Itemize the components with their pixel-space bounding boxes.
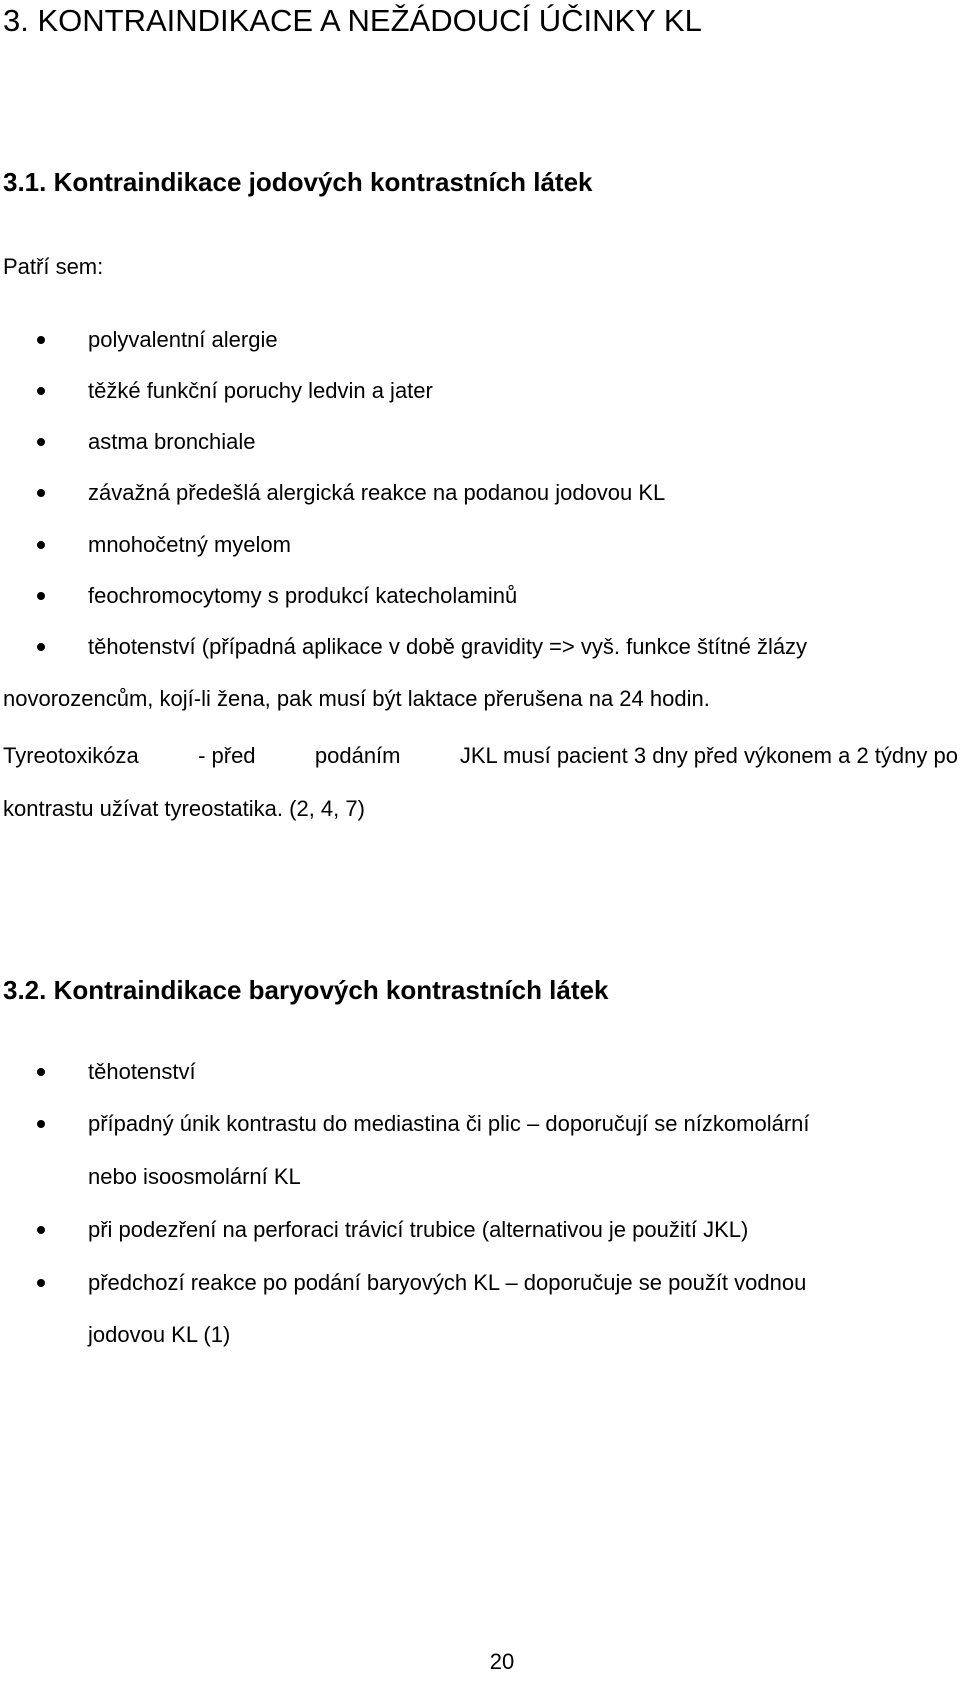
bullet-icon [37, 1120, 45, 1128]
list-item-text: astma bronchiale [88, 429, 256, 454]
list-item-continuation: jodovou KL (1) [88, 1322, 231, 1347]
list-item-continuation: nebo isoosmolární KL [88, 1164, 301, 1189]
justify-word: - před [198, 743, 256, 768]
bullet-icon [37, 438, 45, 446]
bullet-icon [37, 1279, 45, 1287]
list-item-text: předchozí reakce po podání baryových KL – doporučuje se použít vodnou [88, 1270, 807, 1295]
list-item-text: mnohočetný myelom [88, 532, 291, 557]
list-item-text: feochromocytomy s produkcí katecholaminů [88, 583, 518, 608]
section-heading-3-2: 3.2. Kontraindikace baryových kontrastních látek [3, 975, 609, 1005]
list-item-text: těhotenství [88, 1059, 196, 1084]
page-number-text: 20 [489, 1649, 515, 1674]
bullet-icon [37, 643, 45, 651]
bullet-icon [37, 592, 45, 600]
intro-text: Patří sem: [3, 254, 104, 279]
list-item-text: závažná předešlá alergická reakce na podanou jodovou KL [88, 480, 666, 505]
list-item-text: při podezření na perforaci trávicí trubice (alternativou je použití JKL) [88, 1217, 749, 1242]
bullet-icon [37, 1068, 45, 1076]
justify-word: JKL musí pacient 3 dny před výkonem a 2 týdny po [459, 743, 958, 768]
bullet-icon [37, 336, 45, 344]
page-number [0, 1648, 960, 1676]
bullet-icon [37, 1226, 45, 1234]
bullet-icon [37, 489, 45, 497]
bullet-icon [37, 541, 45, 549]
tyreotoxicosis-paragraph-line2: kontrastu užívat tyreostatika. (2, 4, 7) [3, 796, 365, 821]
list-item-continuation: novorozencům, kojí-li žena, pak musí být laktace přerušena na 24 hodin. [3, 686, 710, 711]
list-item-text: těhotenství (případná aplikace v době gravidity => vyš. funkce štítné žlázy [88, 634, 808, 659]
list-item-text: těžké funkční poruchy ledvin a jater [88, 378, 433, 403]
list-item-text: případný únik kontrastu do mediastina či plic – doporučují se nízkomolární [88, 1111, 810, 1136]
list-item-text: polyvalentní alergie [88, 327, 278, 352]
tyreotoxicosis-paragraph-line1 [3, 742, 958, 770]
chapter-heading: 3. KONTRAINDIKACE A NEŽÁDOUCÍ ÚČINKY KL [3, 3, 702, 38]
justify-word: Tyreotoxikóza [3, 743, 139, 768]
justify-word: podáním [314, 743, 401, 768]
section-heading-3-1: 3.1. Kontraindikace jodových kontrastních látek [3, 167, 593, 197]
bullet-icon [37, 387, 45, 395]
